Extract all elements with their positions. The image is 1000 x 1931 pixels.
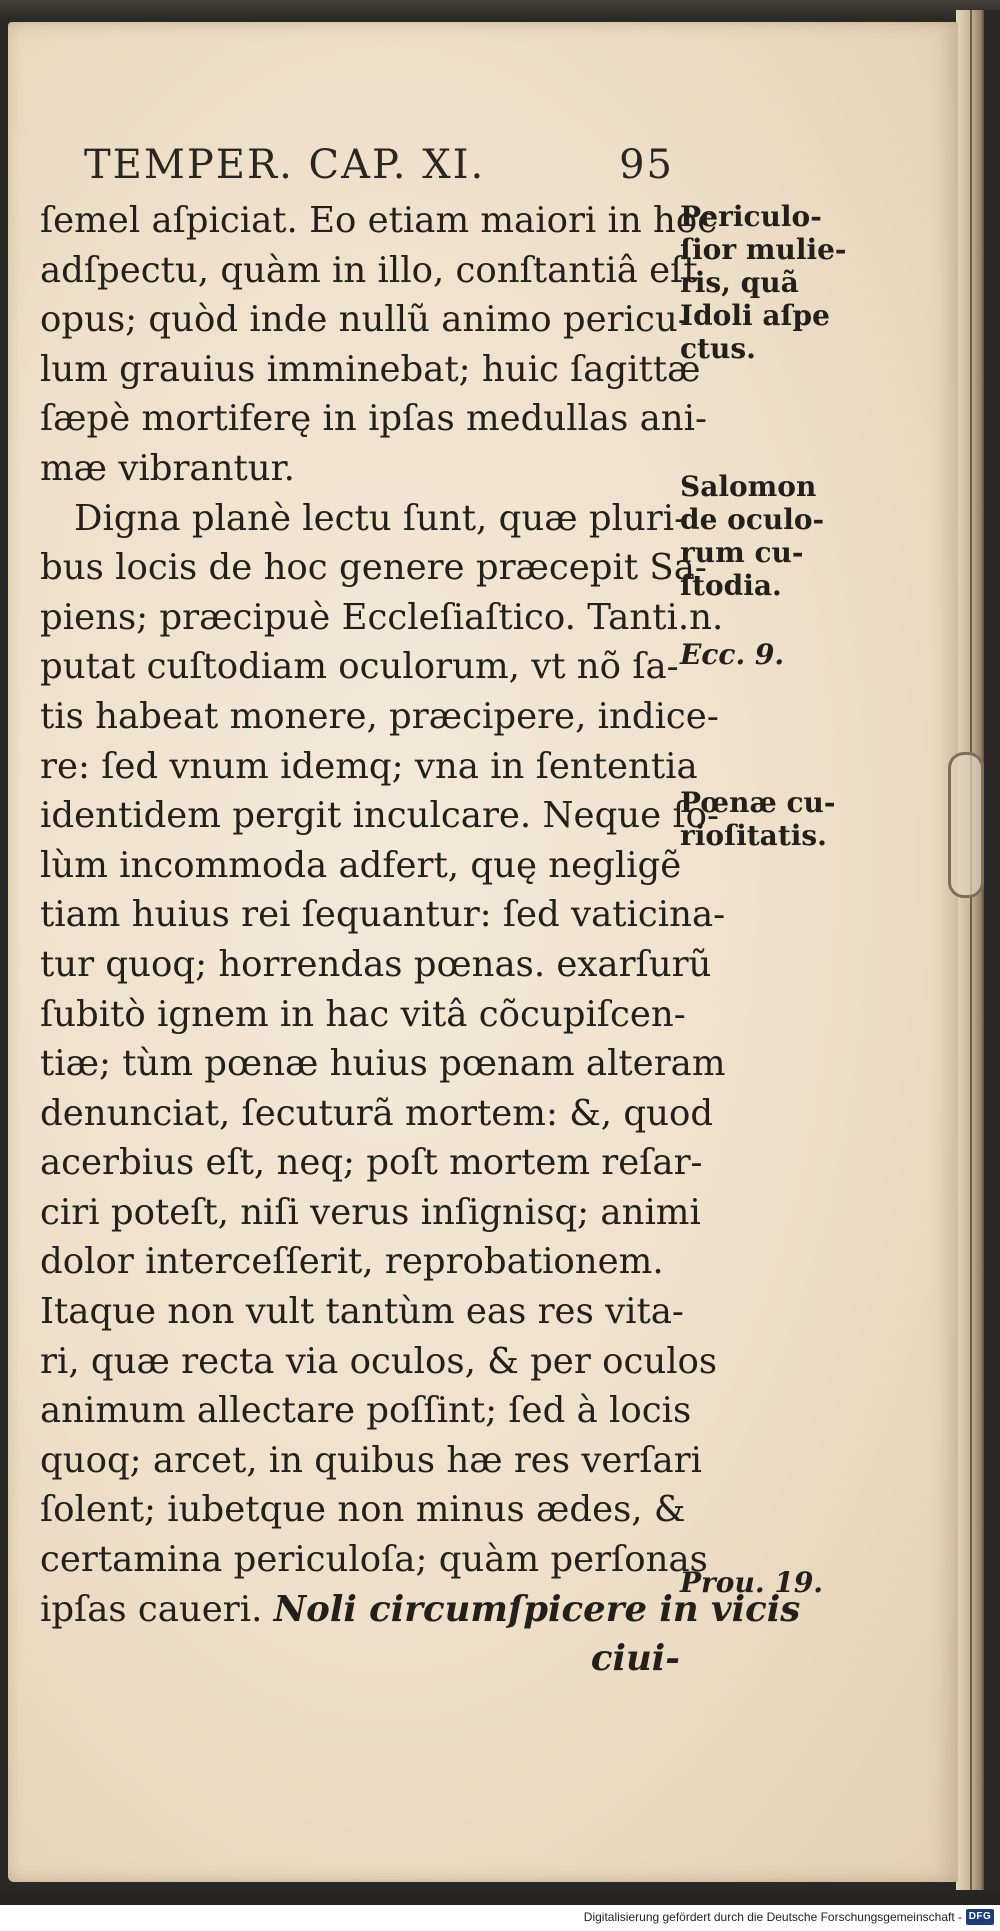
- text-line: piens; præcipuè Eccleſiaſtico. Tanti.n.: [40, 596, 724, 638]
- dfg-logo-icon: DFG: [966, 1909, 994, 1925]
- text-line: ſubitò ignem in hac vitâ cõcupiſcen-: [40, 993, 686, 1035]
- text-line: ſemel aſpiciat. Eo etiam maiori in hoc: [40, 200, 718, 241]
- text-line: tis habeat monere, præcipere, indice-: [40, 695, 719, 737]
- text-line: mæ vibrantur.: [40, 447, 295, 489]
- text-line: tur quoq; horrendas pœnas. exarſurũ: [40, 943, 712, 985]
- marginal-line: Pœnæ cu-: [680, 786, 836, 819]
- footer-bar: [0, 1905, 1000, 1931]
- text-line: ri, quæ recta via oculos, & per oculos: [40, 1340, 718, 1382]
- marginal-line: Idoli aſpe: [680, 299, 830, 332]
- text-line: adſpectu, quàm in illo, conſtantiâ eſt: [40, 249, 698, 291]
- page-number: 95: [619, 142, 674, 188]
- text-line: lum grauius imminebat; huic ſagittæ: [40, 348, 701, 390]
- text-line: quoq; arcet, in quibus hæ res verſari: [40, 1439, 702, 1481]
- book-cover-edge: [984, 10, 1000, 1890]
- marginal-line: Periculo-: [680, 200, 822, 233]
- text-line: identidem pergit inculcare. Neque ſo-: [40, 795, 719, 837]
- marginal-line: rioſitatis.: [680, 819, 827, 852]
- text-line: Itaque non vult tantùm eas res vita-: [40, 1291, 684, 1333]
- text-line: tiæ; tùm pœnæ huius pœnam alteram: [40, 1043, 726, 1085]
- running-header: [84, 142, 674, 188]
- page-edge-shadow: [972, 10, 984, 1890]
- text-line: putat cuſtodiam oculorum, vt nõ ſa-: [40, 646, 679, 688]
- text-line: certamina periculoſa; quàm perſonas: [40, 1539, 708, 1581]
- text-segment: ipſas caueri.: [40, 1588, 274, 1630]
- page-clip: [948, 752, 984, 898]
- text-line: ſolent; iubetque non minus ædes, &: [40, 1489, 686, 1531]
- text-line: animum allectare poſſint; ſed à locis: [40, 1390, 692, 1432]
- running-title: TEMPER. CAP. XI.: [84, 142, 486, 188]
- marginal-line: Prou. 19.: [680, 1566, 824, 1599]
- page-edge: [956, 10, 972, 1890]
- marginal-note: [680, 638, 880, 671]
- marginal-line: de oculo-: [680, 503, 825, 536]
- text-line: ciri poteſt, niſi verus inſignisq; animi: [40, 1191, 701, 1233]
- marginal-line: rum cu-: [680, 536, 804, 569]
- marginal-line: Ecc. 9.: [680, 638, 785, 671]
- marginal-line: Salomon: [680, 470, 817, 503]
- text-line: denunciat, ſecuturã mortem: &, quod: [40, 1092, 714, 1134]
- text-line: bus locis de hoc genere præcepit Sa-: [40, 547, 707, 589]
- text-line: [40, 1585, 801, 1635]
- funding-credit: Digitalisierung gefördert durch die Deutsche Forschungsgemeinschaft -: [583, 1910, 962, 1924]
- marginal-line: ſior mulie-: [680, 233, 847, 266]
- text-line: acerbius eſt, neq; poſt mortem reſar-: [40, 1142, 703, 1184]
- catchword: ciui-: [590, 1638, 680, 1680]
- text-line: re: ſed vnum idemq; vna in ſententia: [40, 745, 698, 787]
- text-line: tiam huius rei ſequantur: ſed vaticina-: [40, 894, 726, 936]
- text-line: opus; quòd inde nullũ animo pericu-: [40, 299, 690, 341]
- text-line: ſæpè mortiferę in ipſas medullas ani-: [40, 398, 707, 440]
- marginal-note: [680, 786, 880, 852]
- marginal-note: [680, 470, 880, 602]
- text-line: lùm incommoda adfert, quę negligẽ: [40, 844, 682, 886]
- marginal-line: ris, quã: [680, 266, 799, 299]
- marginal-line: ſtodia.: [680, 569, 782, 602]
- text-line: Digna planè lectu ſunt, quæ pluri-: [74, 497, 687, 539]
- marginal-note: [680, 1566, 880, 1599]
- scripture-quote: Noli circumſpicere in vicis: [273, 1588, 801, 1630]
- marginal-line: ctus.: [680, 332, 756, 365]
- marginal-note: [680, 200, 880, 365]
- text-line: dolor interceſſerit, reprobationem.: [40, 1241, 664, 1283]
